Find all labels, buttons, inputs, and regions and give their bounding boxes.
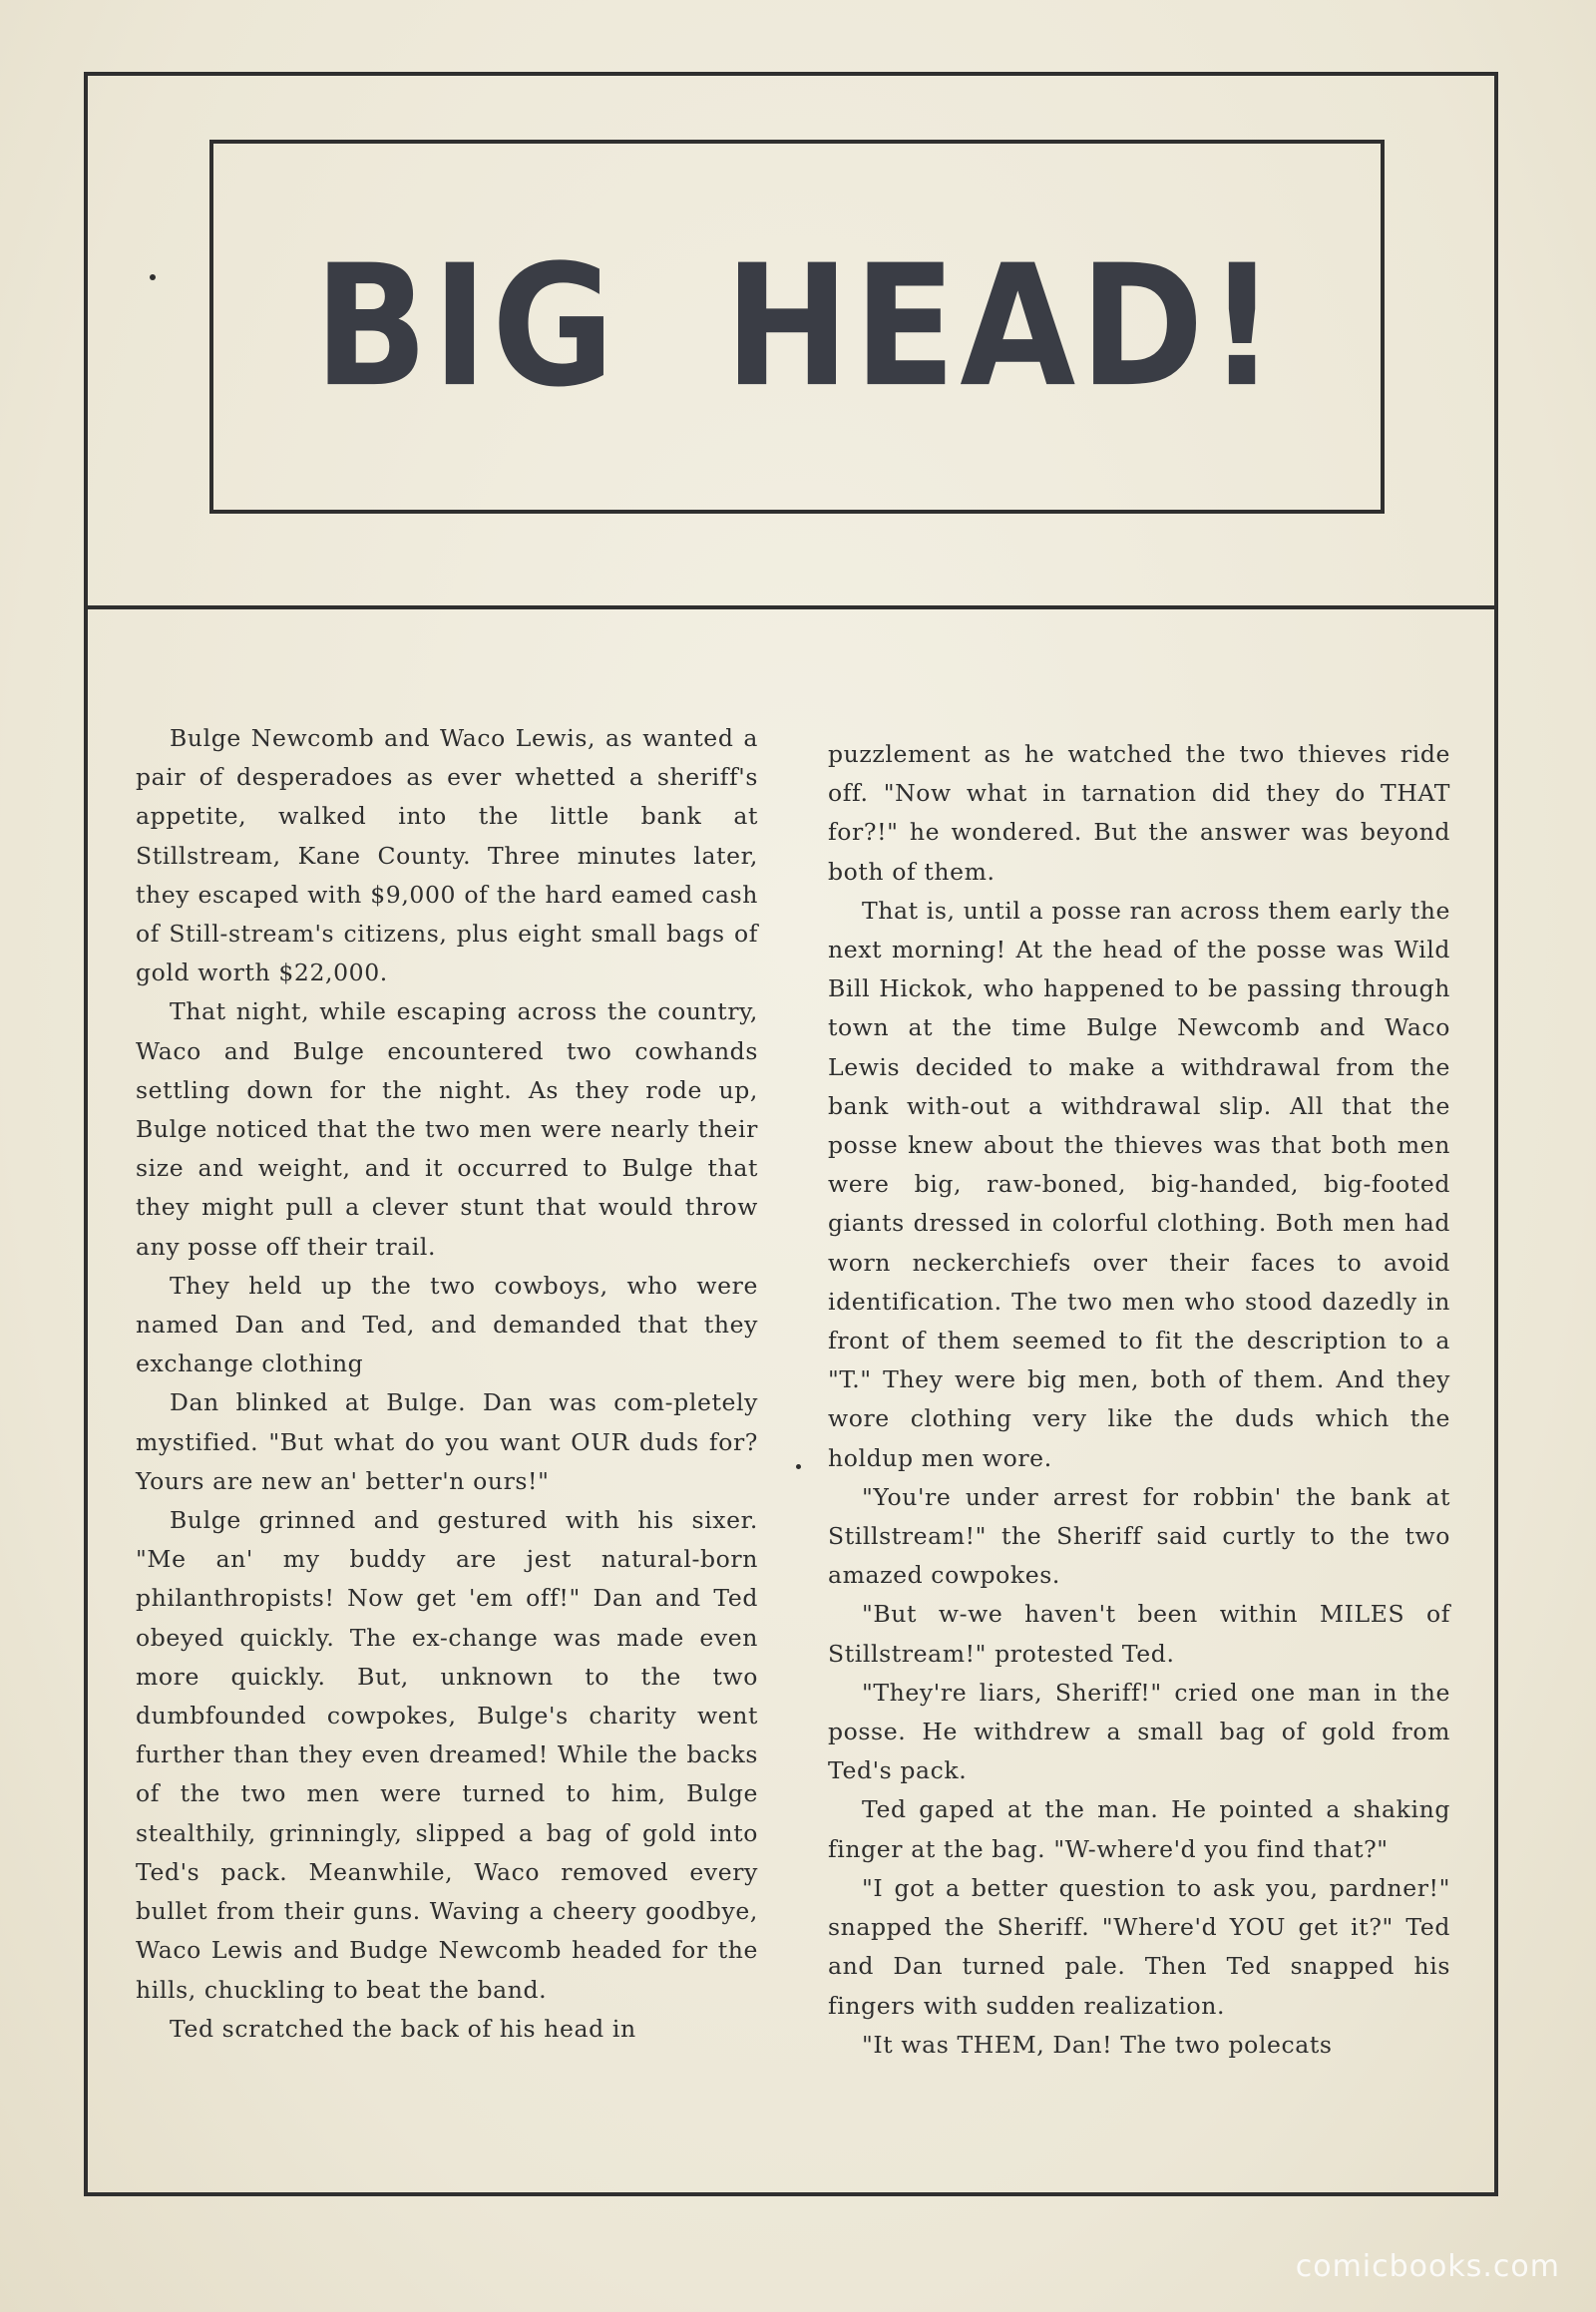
site-watermark: comicbooks.com [1295, 2249, 1560, 2284]
paragraph: "You're under arrest for robbin' the bank at Stillstream!" the Sheriff said curtly to the two amazed cowpokes. [828, 1482, 1450, 1590]
ink-speck [796, 1464, 801, 1469]
paragraph: Bulge Newcomb and Waco Lewis, as wanted a pair of desperadoes as ever whetted a sheriff's appetite, walked into the little bank at Stillstream, Kane County. Three minutes later, they escaped with $9,000 of the hard eamed cash of Still-stream's citizens, plus eight small bags of gold worth $22,000. [136, 724, 758, 987]
ink-speck [150, 274, 156, 280]
paragraph: They held up the two cowboys, who were named Dan and Ted, and demanded that they exchange clothing [136, 1271, 758, 1378]
story-frame [84, 72, 1498, 2196]
text-columns [88, 609, 1494, 2195]
paragraph: Dan blinked at Bulge. Dan was com-pletely mystified. "But what do you want OUR duds for? Yours are new an' better'n ours!" [136, 1388, 758, 1495]
paragraph: "They're liars, Sheriff!" cried one man in the posse. He withdrew a small bag of gold from Ted's pack. [828, 1678, 1450, 1785]
paragraph: Ted gaped at the man. He pointed a shaking finger at the bag. "W-where'd you find that?" [828, 1795, 1450, 1863]
paragraph: Ted scratched the back of his head in [170, 2014, 636, 2043]
left-column [136, 719, 758, 2049]
right-column [828, 735, 1450, 2065]
title-box [209, 140, 1385, 514]
paragraph: "It was THEM, Dan! The two polecats [862, 2030, 1333, 2059]
paragraph: puzzlement as he watched the two thieves ride off. "Now what in tarnation did they do THAT for?!" he wondered. But the answer was beyond both of them. [828, 740, 1450, 886]
paragraph: That is, until a posse ran across them early the next morning! At the head of the posse was Wild Bill Hickok, who happened to be passing through town at the time Bulge Newcomb and Waco Lewis decided to make a withdrawal from the bank with-out a withdrawal slip. All that the posse knew about the thieves was that both men were big, raw-boned, big-handed, big-footed giants dressed in colorful clothing. Both men had worn neckerchiefs over their faces to avoid identification. The two men who stood dazedly in front of them seemed to fit the description to a "T." They were big men, both of them. And they wore clothing very like the duds which the holdup men wore. [828, 896, 1450, 1472]
paragraph: "I got a better question to ask you, pardner!" snapped the Sheriff. "Where'd YOU get it?" Ted and Dan turned pale. Then Ted snapped his fingers with sudden realization. [828, 1873, 1450, 2020]
story-title: BIG HEAD! [313, 229, 1281, 424]
paragraph: "But w-we haven't been within MILES of Stillstream!" protested Ted. [828, 1600, 1450, 1668]
title-panel [88, 76, 1494, 609]
paragraph: Bulge grinned and gestured with his sixer. "Me an' my buddy are jest natural-born philanthropists! Now get 'em off!" Dan and Ted obeyed quickly. The ex-change was made even more quickly. But, unknown to the two dumbfounded cowpokes, Bulge's charity went further than they even dreamed! While the backs of the two men were turned to him, Bulge stealthily, grinningly, slipped a bag of gold into Ted's pack. Meanwhile, Waco removed every bullet from their guns. Waving a cheery goodbye, Waco Lewis and Budge Newcomb headed for the hills, chuckling to beat the band. [136, 1506, 758, 2004]
paragraph: That night, while escaping across the country, Waco and Bulge encountered two cowhands settling down for the night. As they rode up, Bulge noticed that the two men were nearly their size and weight, and it occurred to Bulge that they might pull a clever stunt that would throw any posse off their trail. [136, 997, 758, 1261]
